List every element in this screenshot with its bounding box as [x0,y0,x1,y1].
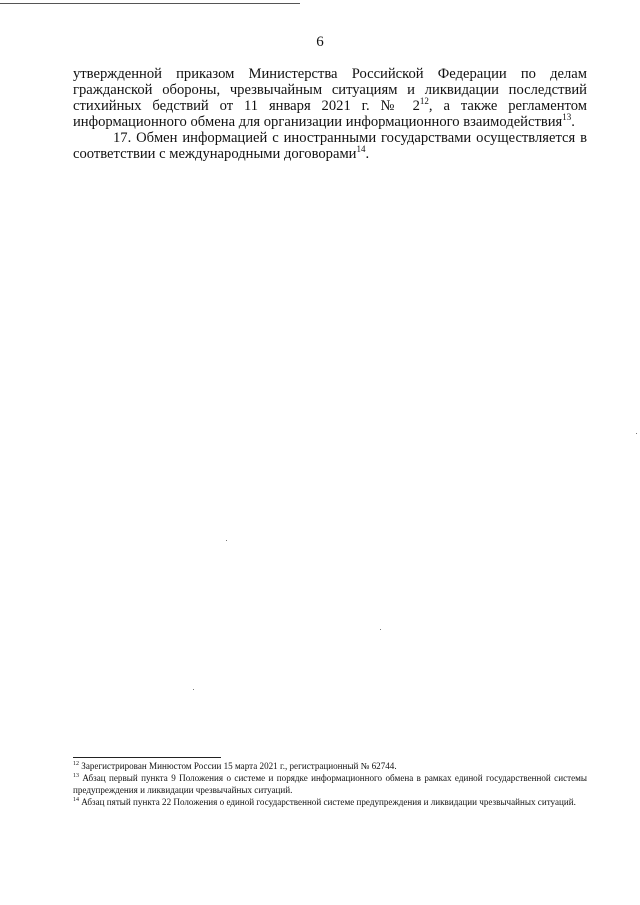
footnote-text: Зарегистрирован Минюстом России 15 марта 2021 г., регистрационный № 62744. [79,761,397,771]
body-text [73,66,587,162]
paragraph-1 [73,66,587,130]
scan-speck [226,540,227,541]
footnote-14 [73,797,587,808]
scan-speck [380,629,381,630]
footnote-12 [73,761,587,772]
paragraph-1-text: утвержденной приказом Министерства Российской Федерации по делам гражданской обороны, чрезвычайным ситуациям и ликвидации последствий стихийных бедствий от 11 января 2021 г. № 2 [73,66,587,114]
paragraph-1-text-continued: , а также регламентом информационного обмена для организации информационного взаимодействия [73,98,587,130]
page-number: 6 [316,34,324,50]
footnote-ref-12[interactable]: 12 [419,96,429,106]
footnote-mark: 12 [73,761,79,767]
footnote-ref-14[interactable]: 14 [356,144,366,154]
paragraph-17-text: 17. Обмен информацией с иностранными государствами осуществляется в соответствии с международными договорами [73,130,587,162]
top-scan-rule [0,3,300,4]
scan-speck [193,689,194,690]
footnote-mark: 13 [73,773,79,780]
footnote-13 [73,773,587,796]
footnote-separator [73,757,221,758]
paragraph-17 [73,130,587,162]
footnote-mark: 14 [73,796,79,803]
paragraph-1-end: . [571,114,575,130]
footnote-text: Абзац пятый пункта 22 Положения о единой государственной системе предупреждения и ликвидации чрезвычайных ситуаций. [79,796,576,807]
scan-speck [636,433,637,434]
footnotes [73,761,587,809]
footnote-ref-13[interactable]: 13 [562,112,572,122]
footnote-text: Абзац первый пункта 9 Положения о системе и порядке информационного обмена в рамках единой государственной системы предупреждения и ликвидации чрезвычайных ситуаций. [73,773,587,795]
paragraph-17-end: . [365,146,370,162]
